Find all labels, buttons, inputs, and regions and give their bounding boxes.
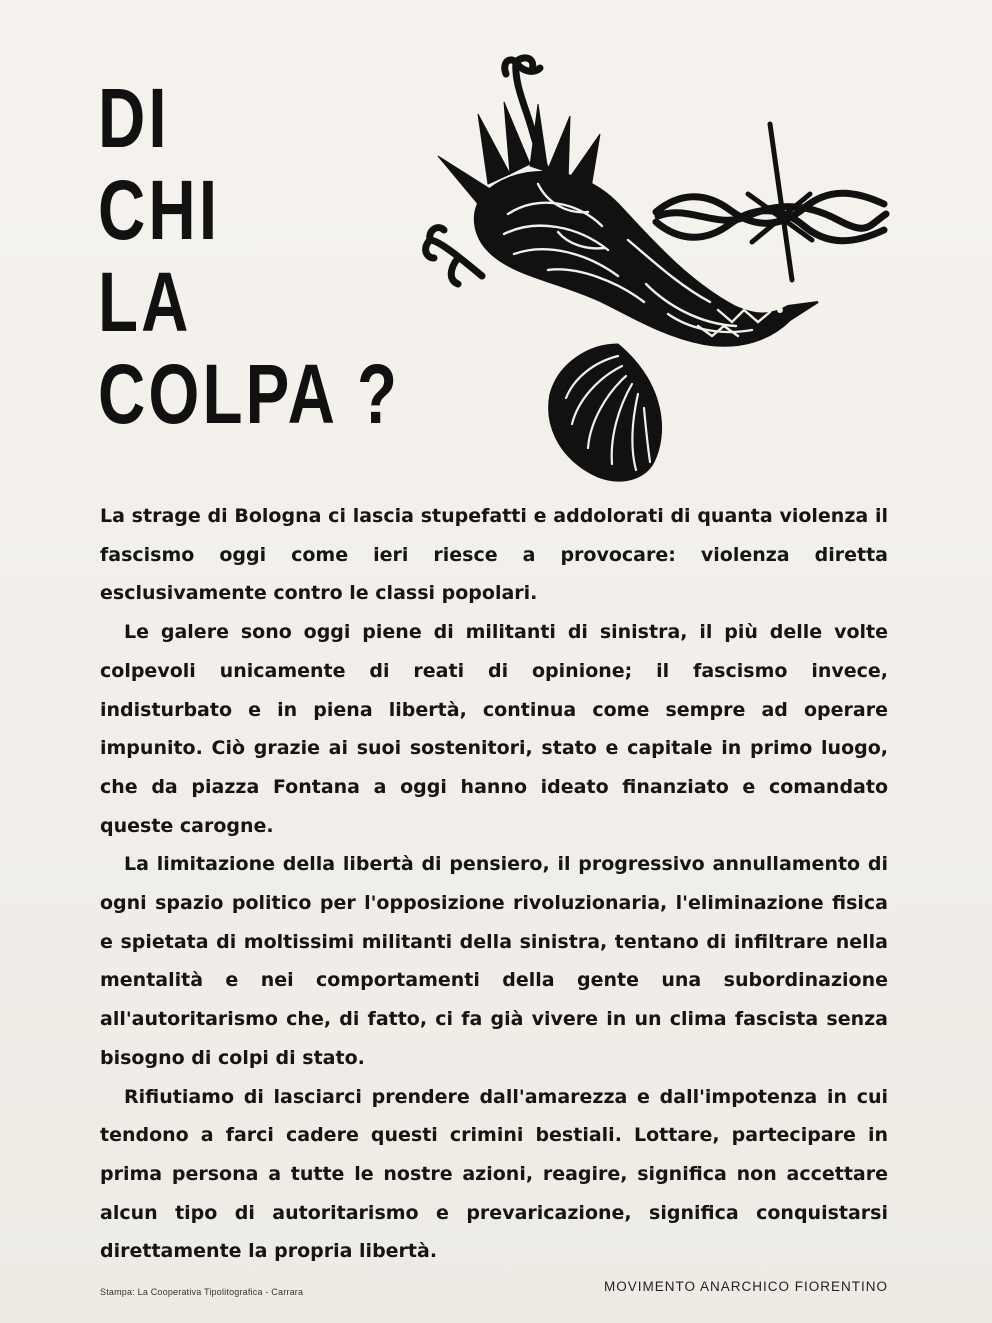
body-text [100, 497, 888, 1271]
headline-line-1: DI [98, 71, 170, 165]
headline-line-2: CHI [98, 163, 221, 257]
headline-line-3: LA [98, 255, 192, 349]
paragraph-2: Le galere sono oggi piene di militanti di sinistra, il più delle volte colpevoli unicamente di reati di opinione; il fascismo invece, indisturbato e in piena libertà, continua come sempre ad operare impunito. Ciò grazie ai suoi sostenitori, stato e capitale in primo luogo, che da piazza Fontana a oggi hanno ideato finanziato e comandato queste carogne. [100, 621, 888, 837]
printer-credit: Stampa: La Cooperativa Tipolitografica - Carrara [100, 1287, 304, 1297]
headline-line-4: COLPA ? [98, 347, 401, 441]
paragraph-1: La strage di Bologna ci lascia stupefatti e addolorati di quanta violenza il fascismo oggi come ieri riesce a provocare: violenza diretta esclusivamente contro le classi popolari. [100, 505, 888, 605]
barbs [748, 124, 812, 280]
signature: MOVIMENTO ANARCHICO FIORENTINO [603, 1279, 888, 1294]
paragraph-3: La limitazione della libertà di pensiero, il progressivo annullamento di ogni spazio politico per l'opposizione rivoluzionaria, l'eliminazione fisica e spietata di moltissimi militanti della sinistra, tentano di infiltrare nella mentalità e nei comportamenti della gente una subordinazione all'autoritarismo che, di fatto, ci fa già vivere in un clima fascista senza bisogno di colpi di stato. [100, 853, 888, 1069]
falling-bird-barbed-wire-icon [418, 44, 890, 484]
bird-body [475, 172, 818, 346]
bird-eye [777, 307, 783, 313]
barbed-wire [656, 193, 886, 241]
paragraph-4: Rifiutiamo di lasciarci prendere dall'amarezza e dall'impotenza in cui tendono a farci cadere questi crimini bestiali. Lottare, partecipare in prima persona a tutte le nostre azioni, reagire, significa non accettare alcun tipo di autoritarismo e prevaricazione, significa conquistarsi direttamente la propria libertà. [100, 1085, 888, 1263]
